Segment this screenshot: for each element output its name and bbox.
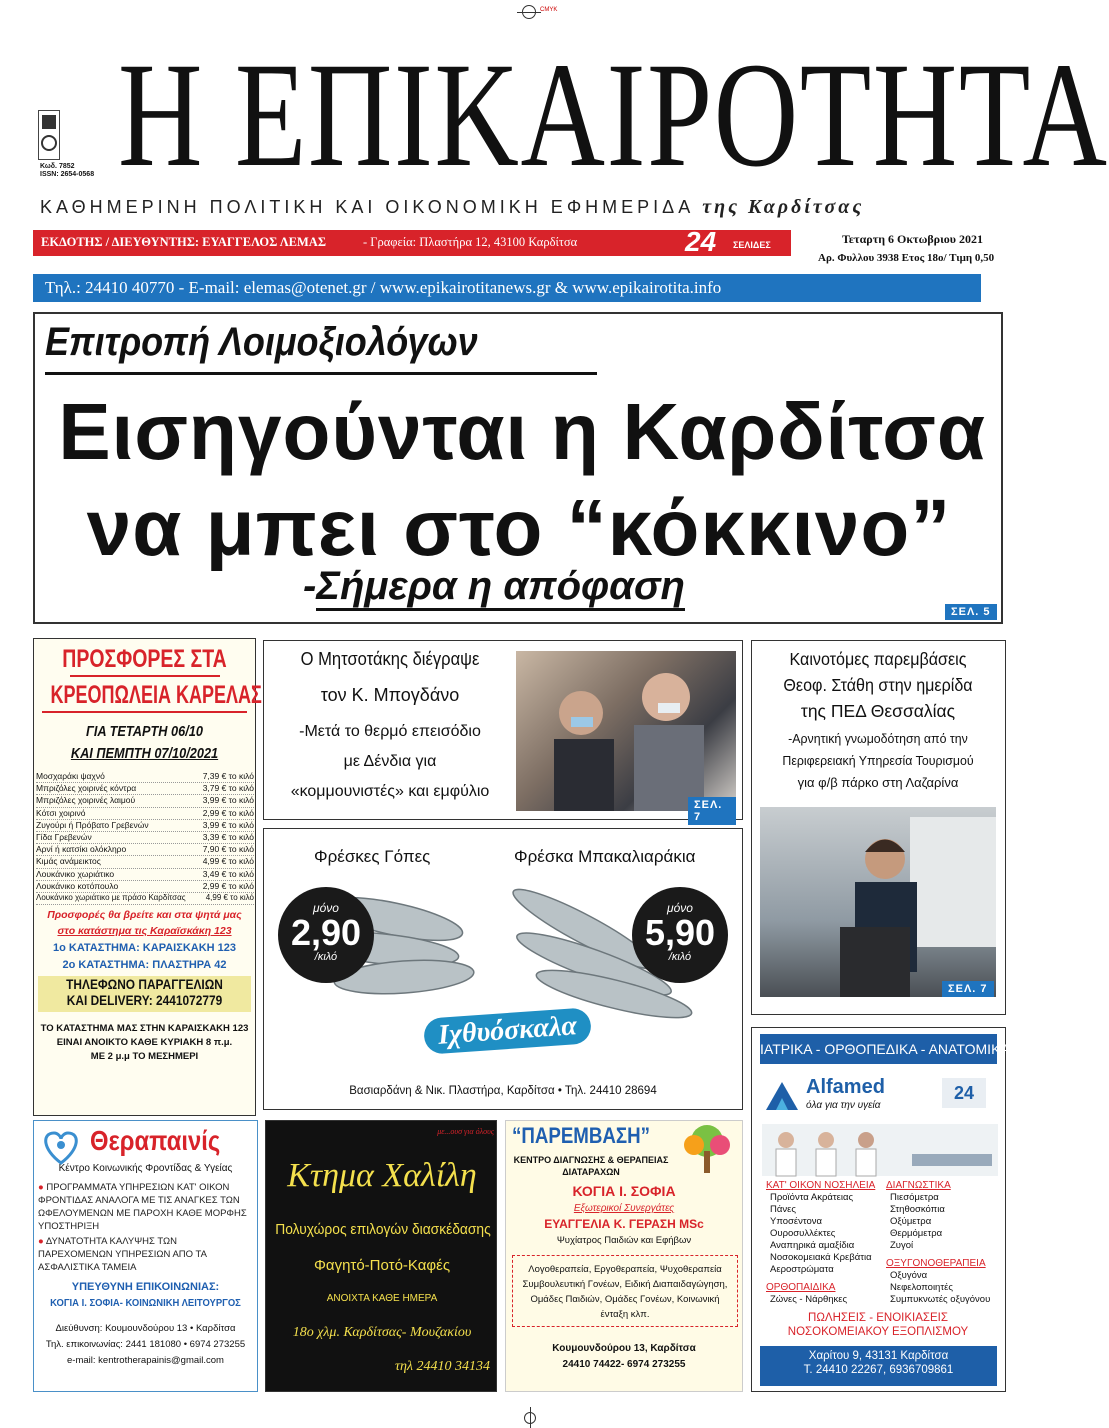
paremvasi-partners-label: Εξωτερικοί Συνεργάτες <box>573 1203 675 1214</box>
medical-staff-photo-icon <box>762 1124 998 1176</box>
list-item: Μοσχαράκι ψαχνό 7,39 € το κιλό <box>36 771 254 783</box>
lead-kicker: Επιτροπή Λοιμοξιολόγων <box>45 320 478 364</box>
list-item: Κιμάς ανάμεικτος 4,99 € το κιλό <box>36 856 254 868</box>
mitsotakis-page-ref[interactable]: ΣΕΛ. 7 <box>688 797 736 825</box>
press-association-icon <box>39 111 59 159</box>
care-heart-icon <box>38 1127 84 1167</box>
therapainis-phones: Τηλ. επικοινωνίας: 2441 181080 • 6974 273255 <box>45 1339 246 1350</box>
publisher-bar <box>33 226 791 257</box>
list-item: Οξύμετρα <box>890 1216 932 1227</box>
esiee-logo <box>38 110 60 160</box>
registration-mark-bottom-v <box>530 1407 531 1428</box>
stathis-story[interactable] <box>751 640 1006 1015</box>
list-item: Αεροστρώματα <box>770 1264 834 1275</box>
karelas-phone-label-1: ΤΗΛΕΦΩΝΟ ΠΑΡΑΓΓΕΛΙΩΝ <box>66 976 223 992</box>
mitsotakis-story[interactable] <box>263 640 743 823</box>
therapainis-bullet-2: ● ΔΥΝΑΤΟΤΗΤΑ ΚΑΛΥΨΗΣ ΤΩΝ ΠΑΡΕΧΟΜΕΝΩΝ ΥΠΗΡΕΣΙΩΝ ΑΠΟ ΤΑ ΑΣΦΑΛΙΣΤΙΚΑ ΤΑΜΕΙΑ <box>38 1236 207 1273</box>
karelas-open-1: ΤΟ ΚΑΤΑΣΤΗΜΑ ΜΑΣ ΣΤΗΝ ΚΑΡΑΙΣΚΑΚΗ 123 <box>40 1023 249 1034</box>
list-item: Ουροσυλλέκτες <box>770 1228 836 1239</box>
stathis-headline-1: Καινοτόμες παρεμβάσεις <box>789 649 967 669</box>
list-item: Προϊόντα Ακράτειας <box>770 1192 854 1203</box>
registration-mark-top-cross <box>517 12 541 13</box>
lead-subline-dash: - <box>303 564 317 608</box>
therapainis-subtitle: Κέντρο Κοινωνικής Φροντίδας & Υγείας <box>58 1163 233 1174</box>
alfamed-address: Χαρίτου 9, 43131 Καρδίτσα <box>808 1350 949 1362</box>
publisher-name: ΕΚΔΟΤΗΣ / ΔΙΕΥΘΥΝΤΗΣ: ΕΥΑΓΓΕΛΟΣ ΛΕΜΑΣ <box>41 235 326 249</box>
alfamed-ortho-item: Ζώνες - Νάρθηκες <box>770 1294 848 1305</box>
list-item: Ζυγούρι ή Πρόβατο Γρεβενών 3,99 € το κιλό <box>36 820 254 832</box>
karelas-open-3: ΜΕ 2 μ.μ ΤΟ ΜΕΣΗΜΕΡΙ <box>90 1051 199 1062</box>
list-item: Πάνες <box>770 1204 796 1215</box>
karelas-store-2: 2ο ΚΑΤΑΣΤΗΜΑ: ΠΛΑΣΤΗΡΑ 42 <box>62 959 227 971</box>
bullet-icon: ● <box>38 1182 47 1193</box>
paremvasi-name: ΚΟΓΙΑ Ι. ΣΟΦΙΑ <box>572 1183 676 1199</box>
speaker-photo-icon <box>760 807 996 997</box>
karelas-store-1: 1ο ΚΑΤΑΣΤΗΜΑ: ΚΑΡΑΙΣΚΑΚΗ 123 <box>53 942 236 954</box>
alfamed-footer <box>760 1346 997 1386</box>
pages-number: 24 <box>685 226 717 257</box>
lead-subline <box>303 564 685 609</box>
list-item: Ζυγοί <box>890 1240 914 1251</box>
list-item: Οξυγόνα <box>890 1270 928 1281</box>
therapainis-contact-title: ΥΠΕΥΘΥΝΗ ΕΠΙΚΟΙΝΩΝΙΑΣ: <box>71 1281 220 1293</box>
masthead-subtitle-text: ΚΑΘΗΜΕΡΙΝΗ ΠΟΛΙΤΙΚΗ ΚΑΙ ΟΙΚΟΝΟΜΙΚΗ ΕΦΗΜΕΡΙΔΑ <box>40 197 694 217</box>
list-item: Μπριζόλες χοιρινές λαιμού 3,99 € το κιλό <box>36 795 254 807</box>
alfamed-oxy-title: ΟΞΥΓΟΝΟΘΕΡΑΠΕΙΑ <box>886 1258 986 1269</box>
alfamed-left-list <box>770 1192 872 1276</box>
tree-family-icon <box>676 1123 738 1175</box>
fish-label-1: Φρέσκες Γόπες <box>314 847 431 866</box>
therapainis-ad[interactable] <box>33 1120 258 1392</box>
fish-address: Βασιαρδάνη & Νικ. Πλαστήρα, Καρδίτσα • Τηλ. 24410 28694 <box>349 1085 657 1097</box>
therapainis-bullet-1: ● ΠΡΟΓΡΑΜΜΑΤΑ ΥΠΗΡΕΣΙΩΝ ΚΑΤ' ΟΙΚΟΝ ΦΡΟΝΤΙΔΑΣ ΑΝΑΛΟΓΑ ΜΕ ΤΙΣ ΑΝΑΓΚΕΣ ΤΩΝ ΩΦΕΛΟΥΜΕΝΩΝ ΜΕ ΠΑΡΟΧΗ ΚΑΘΕ ΜΟΡΦΗΣ ΥΠΟΣΤΗΡΙΞΗ <box>38 1182 247 1232</box>
stathis-text-5: Περιφερειακή Υπηρεσία Τουρισμού <box>782 753 974 768</box>
alfamed-logo <box>762 1076 998 1120</box>
list-item: Νεφελοποιητές <box>890 1282 953 1293</box>
therapainis-title: Θεραπαινίς <box>90 1125 221 1156</box>
issue-info: Αρ. Φυλλου 3938 Ετος 18ο/ Τιμη 0,50 <box>818 252 995 264</box>
price-badge-2-mono: μόνο <box>667 901 693 915</box>
list-item: Νοσοκομειακά Κρεβάτια <box>770 1252 872 1263</box>
issue-date: Τεταρτη 6 Οκτωβριου 2021 <box>842 232 984 246</box>
paremvasi-phones: 24410 74422- 6974 273255 <box>562 1359 686 1370</box>
fish-ad[interactable] <box>263 828 743 1110</box>
alfamed-logo-icon <box>762 1076 802 1116</box>
stathis-photo <box>760 807 996 997</box>
fish-brand-logo: Ιχθυόσκαλα <box>423 1007 592 1055</box>
contact-bar: Τηλ.: 24410 40770 - E-mail: elemas@otenet.gr / www.epikairotitanews.gr & www.epikairotita.info <box>33 274 981 302</box>
publisher-offices: - Γραφεία: Πλαστήρα 12, 43100 Καρδίτσα <box>363 235 578 249</box>
karelas-dates-1: ΓΙΑ ΤΕΤΑΡΤΗ 06/10 <box>86 723 203 740</box>
alfamed-ad[interactable] <box>751 1027 1010 1392</box>
list-item: Θερμόμετρα <box>890 1228 943 1239</box>
price-badge-1-value: 2,90 <box>290 912 362 953</box>
ktima-line-2: Φαγητό-Ποτό-Καφές <box>313 1257 451 1274</box>
list-item: Αρνί ή κατσίκι ολόκληρο 7,90 € το κιλό <box>36 844 254 856</box>
paremvasi-subtitle-1: ΚΕΝΤΡΟ ΔΙΑΓΝΩΣΗΣ & ΘΕΡΑΠΕΙΑΣ <box>513 1155 669 1165</box>
price-badge-2-value: 5,90 <box>644 912 716 953</box>
mitsotakis-text-5: «κομμουνιστές» και εμφύλιο <box>290 783 490 800</box>
karelas-phone-box <box>38 976 251 1012</box>
therapainis-contact-name: ΚΟΓΙΑ Ι. ΣΟΦΙΑ- ΚΟΙΝΩΝΙΚΗ ΛΕΙΤΟΥΡΓΟΣ <box>50 1297 241 1309</box>
list-item: Λουκάνικο κοτόπουλο 2,99 € το κιλό <box>36 881 254 893</box>
lead-page-ref[interactable]: ΣΕΛ. 5 <box>945 604 997 620</box>
bullet-icon: ● <box>38 1236 46 1247</box>
ktima-line-4: 18ο χλμ. Καρδίτσας- Μουζακίου <box>292 1325 472 1340</box>
mitsotakis-headline-1: Ο Μητσοτάκης διέγραψε <box>300 649 480 669</box>
stathis-headline-3: της ΠΕΔ Θεσσαλίας <box>800 701 956 721</box>
paremvasi-ad[interactable] <box>505 1120 743 1392</box>
karelas-open-2: ΕΙΝΑΙ ΑΝΟΙΚΤΟ ΚΑΘΕ ΚΥΡΙΑΚΗ 8 π.μ. <box>56 1037 233 1048</box>
list-item: Συμπυκνωτές οξυγόνου <box>890 1294 991 1305</box>
pages-label: ΣΕΛΙΔΕΣ <box>733 240 771 250</box>
lead-kicker-underline <box>45 372 597 375</box>
ktima-line-1: Πολυχώρος επιλογών διασκέδασης <box>275 1221 491 1238</box>
alfamed-header: ΙΑΤΡΙΚΑ - ΟΡΘΟΠΕΔΙΚΑ - ΑΝΑΤΟΜΙΚΑ <box>760 1034 997 1064</box>
masthead-subtitle-suffix: της Καρδίτσας <box>702 196 865 218</box>
paremvasi-subtitle-2: ΔΙΑΤΑΡΑΧΩΝ <box>562 1167 620 1177</box>
list-item: Κότσι χοιρινό 2,99 € το κιλό <box>36 808 254 820</box>
list-item: Γίδα Γρεβενών 3,39 € το κιλό <box>36 832 254 844</box>
masthead-subtitle <box>40 196 864 219</box>
list-item: Αναπηρικά αμαξίδια <box>770 1240 855 1251</box>
alfamed-diag-title: ΔΙΑΓΝΩΣΤΙΚΑ <box>886 1180 951 1191</box>
paremvasi-address: Κουμουνδούρου 13, Καρδίτσα <box>552 1343 696 1354</box>
lead-subline-text: Σήμερα η απόφαση <box>316 564 685 611</box>
price-badge-2-per: /κιλό <box>668 951 692 963</box>
stathis-text-6: για φ/β πάρκο στη Λαζαρίνα <box>797 775 959 790</box>
karelas-note-1: Προσφορές θα βρείτε και στα ψητά μας <box>47 909 242 921</box>
karelas-phone-label-2: ΚΑΙ DELIVERY: 2441072779 <box>66 992 223 1008</box>
stathis-page-ref[interactable]: ΣΕΛ. 7 <box>942 981 994 997</box>
list-item: Στηθοσκόπια <box>890 1204 945 1215</box>
mitsotakis-photo <box>516 651 736 823</box>
list-item: Μπριζόλες χοιρινές κόντρα 3,79 € το κιλό <box>36 783 254 795</box>
price-badge-1 <box>278 887 374 983</box>
alfamed-left-title: ΚΑΤ' ΟΙΚΟΝ ΝΟΣΗΛΕΙΑ <box>766 1180 876 1191</box>
ktima-line-3: ΑΝΟΙΧΤΑ ΚΑΘΕ ΗΜΕΡΑ <box>326 1293 438 1304</box>
masthead-title: Η ΕΠΙΚΑΙΡΟΤΗΤΑ <box>118 32 1109 198</box>
issn: ISSN: 2654-0568 <box>40 171 95 178</box>
alfamed-sales-2: ΝΟΣΟΚΟΜΕΙΑΚΟΥ ΕΞΟΠΛΙΣΜΟΥ <box>787 1326 969 1338</box>
stathis-headline-2: Θεοφ. Στάθη στην ημερίδα <box>783 675 973 695</box>
karelas-title-2: ΚΡΕΟΠΩΛΕΙΑ ΚΑΡΕΛΑΣ <box>50 681 262 709</box>
karelas-price-list <box>36 771 254 905</box>
alfamed-badge: 24 <box>942 1078 986 1108</box>
politicians-photo-icon <box>516 651 736 811</box>
price-badge-1-mono: μόνο <box>313 901 339 915</box>
alfamed-ortho-title: ΟΡΘΟΠΑΙΔΙΚΑ <box>766 1282 836 1293</box>
karelas-dates-2: ΚΑΙ ΠΕΜΠΤΗ 07/10/2021 <box>70 745 219 762</box>
price-badge-1-per: /κιλό <box>314 951 338 963</box>
alfamed-phones: Τ. 24410 22267, 6936709861 <box>803 1364 954 1376</box>
alfamed-diag-list <box>890 1192 945 1252</box>
price-badge-2 <box>632 887 728 983</box>
lead-headline-2: να μπει στο “κόκκινο” <box>86 483 952 572</box>
fish-label-2: Φρέσκα Μπακαλιαράκια <box>514 847 696 866</box>
stathis-text-4: -Αρνητική γνωμοδότηση από την <box>788 731 968 746</box>
therapainis-email[interactable]: e-mail: kentrotherapainis@gmail.com <box>67 1355 224 1366</box>
alfamed-sales-1: ΠΩΛΗΣΕΙΣ - ΕΝΟΙΚΙΑΣΕΙΣ <box>808 1312 948 1324</box>
karelas-ad[interactable] <box>33 638 262 1116</box>
registration-code: Κωδ. 7852 <box>40 163 75 170</box>
karelas-note-2: στο κατάστημα τις Καραϊσκάκη 123 <box>57 925 232 937</box>
paremvasi-title: “ΠΑΡΕΜΒΑΣΗ” <box>512 1123 650 1148</box>
ktima-top: με...ουσ για όλους <box>437 1127 494 1136</box>
mitsotakis-text-4: με Δένδια για <box>343 753 437 770</box>
karelas-title-1-line <box>70 675 220 677</box>
list-item: Πιεσόμετρα <box>890 1192 939 1203</box>
mitsotakis-text-3: -Μετά το θερμό επεισόδιο <box>299 723 481 740</box>
paremvasi-partner: ΕΥΑΓΓΕΛΙΑ Κ. ΓΕΡΑΣΗ MSc <box>544 1217 704 1231</box>
ktima-title: Κτημα Χαλίλη <box>287 1157 477 1194</box>
alfamed-brand: Alfamed <box>806 1076 885 1098</box>
karelas-title-2-line <box>42 711 247 713</box>
ktima-ad[interactable] <box>265 1120 497 1392</box>
lead-story[interactable] <box>33 312 1003 624</box>
paremvasi-services: Λογοθεραπεία, Εργοθεραπεία, Ψυχοθεραπεία Συμβουλευτική Γονέων, Ειδική Διαπαιδαγώγηση, Ομάδες Παιδιών, Ομάδες Γονέων, Κοινωνική ένταξη κλπ. <box>512 1255 738 1327</box>
karelas-title-1: ΠΡΟΣΦΟΡΕΣ ΣΤΑ <box>62 645 227 673</box>
alfamed-tagline: όλα για την υγεία <box>806 1100 881 1111</box>
therapainis-address: Διεύθυνση: Κουμουνδούρου 13 • Καρδίτσα <box>55 1323 236 1334</box>
alfamed-oxy-list <box>890 1270 990 1306</box>
list-item: Λουκάνικο χωριάτικο με πράσο Καρδίτσας 4,99 € το κιλό <box>36 893 254 905</box>
cmyk-label: CMYK <box>540 7 558 13</box>
list-item: Λουκάνικο χωριάτικο 3,49 € το κιλό <box>36 869 254 881</box>
lead-headline-1: Εισηγούνται η Καρδίτσα <box>58 387 987 476</box>
ktima-line-5: τηλ 24410 34134 <box>394 1359 490 1374</box>
paremvasi-partner-role: Ψυχίατρος Παιδιών και Εφήβων <box>556 1235 692 1246</box>
list-item: Υποσέντονα <box>770 1216 823 1227</box>
mitsotakis-headline-2: τον Κ. Μπογδάνο <box>320 685 460 705</box>
